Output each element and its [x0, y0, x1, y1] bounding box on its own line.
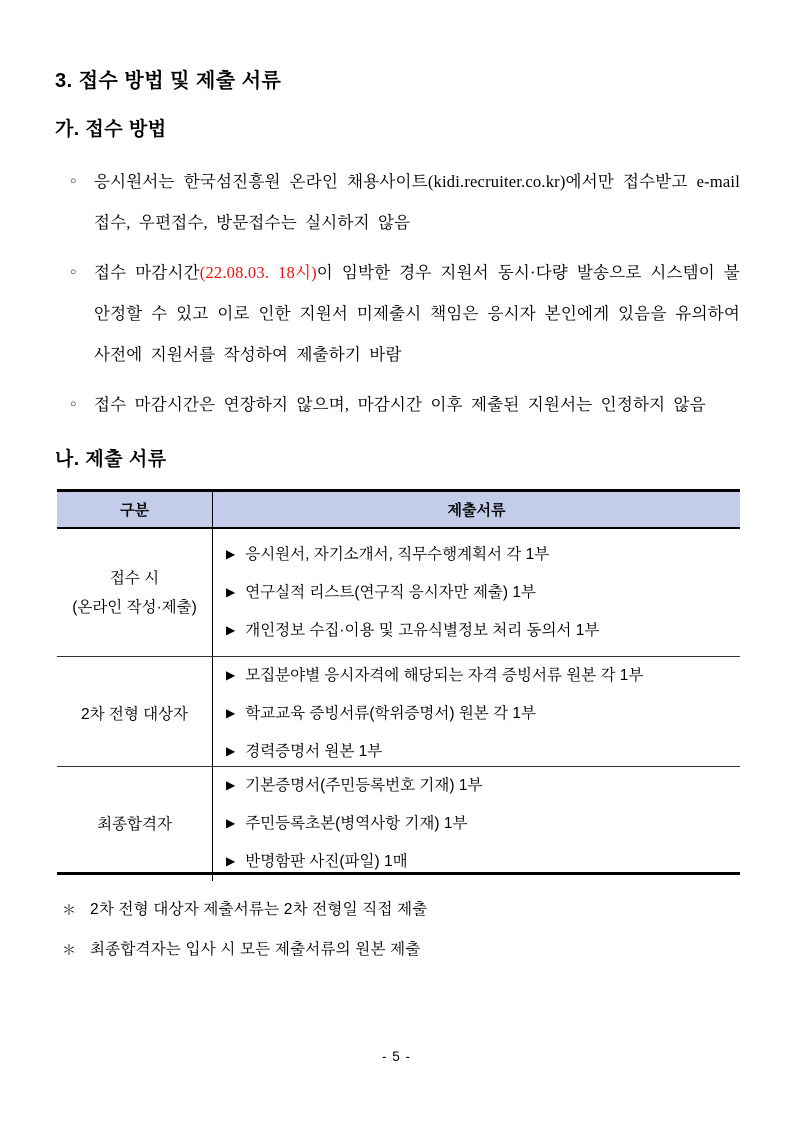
- document-item: [226, 733, 740, 771]
- circle-bullet-icon: ○: [70, 266, 77, 278]
- asterisk-icon: ＊: [62, 902, 77, 918]
- subsection-b-title: 나. 제출 서류: [55, 449, 167, 470]
- bullet-text-pre: 접수 마감시간: [94, 263, 200, 282]
- page-number: - 5 -: [381, 1049, 411, 1064]
- document-item: [226, 843, 740, 881]
- bullet-text-post: 이 임박한 경우 지원서 동시·다량 발송으로 시스템이 불안정할 수 있고 이로 인한 지원서 미제출시 책임은 응시자 본인에게 있음을 유의하여 사전에 지원서를 작성하여 제출하기 바람: [94, 263, 740, 364]
- category-line: 접수 시: [109, 569, 160, 587]
- list-item: [55, 161, 740, 243]
- triangle-bullet-icon: ▶: [226, 816, 236, 830]
- table-header-category: 구분: [57, 492, 213, 527]
- document-item: [226, 536, 740, 574]
- application-method-list: [55, 161, 740, 425]
- documents-cell: [213, 657, 740, 771]
- triangle-bullet-icon: ▶: [226, 622, 236, 637]
- triangle-bullet-icon: ▶: [226, 546, 236, 561]
- bullet-text: 응시원서는 한국섬진흥원 온라인 채용사이트(kidi.recruiter.co.kr)에서만 접수받고 e-mail접수, 우편접수, 방문접수는 실시하지 않음: [94, 172, 740, 232]
- document-item: [226, 612, 740, 650]
- document-item-text: 모집분야별 응시자격에 해당되는 자격 증빙서류 원본 각 1부: [245, 667, 644, 684]
- category-line: (온라인 작성·제출): [72, 598, 197, 616]
- footnote-line: [55, 930, 740, 970]
- document-item: [226, 574, 740, 612]
- document-item: [226, 767, 740, 805]
- asterisk-icon: ＊: [62, 942, 77, 958]
- footnote-text: 최종합격자는 입사 시 모든 제출서류의 원본 제출: [90, 941, 421, 958]
- list-item: [55, 384, 740, 425]
- table-row: [57, 656, 740, 766]
- circle-bullet-icon: ○: [70, 398, 77, 410]
- table-row: [57, 529, 740, 656]
- triangle-bullet-icon: ▶: [226, 706, 236, 720]
- document-item-text: 연구실적 리스트(연구직 응시자만 제출) 1부: [245, 583, 536, 601]
- documents-cell: [213, 529, 740, 656]
- table-header-row: [57, 492, 740, 529]
- triangle-bullet-icon: ▶: [226, 744, 236, 758]
- category-cell: [57, 529, 213, 656]
- document-item-text: 개인정보 수집·이용 및 고유식별정보 처리 동의서 1부: [245, 621, 600, 639]
- circle-bullet-icon: ○: [70, 175, 77, 187]
- triangle-bullet-icon: ▶: [226, 854, 236, 868]
- documents-cell: [213, 767, 740, 881]
- footnote-text: 2차 전형 대상자 제출서류는 2차 전형일 직접 제출: [90, 901, 428, 918]
- triangle-bullet-icon: ▶: [226, 584, 236, 599]
- bullet-text: [94, 252, 740, 375]
- section-heading: 3. 접수 방법 및 제출 서류: [55, 70, 282, 92]
- document-item-text: 응시원서, 자기소개서, 직무수행계획서 각 1부: [245, 545, 550, 563]
- deadline-highlight: (22.08.03. 18시): [199, 263, 317, 282]
- bullet-text: 접수 마감시간은 연장하지 않으며, 마감시간 이후 제출된 지원서는 인정하지 않음: [94, 395, 706, 414]
- footnotes: [55, 890, 740, 970]
- footnote-line: [55, 890, 740, 930]
- document-item-text: 기본증명서(주민등록번호 기재) 1부: [245, 777, 483, 794]
- document-item: [226, 657, 740, 695]
- triangle-bullet-icon: ▶: [226, 668, 236, 682]
- table-row: [57, 766, 740, 872]
- category-line: 최종합격자: [97, 815, 172, 833]
- table-header-documents: 제출서류: [447, 502, 506, 519]
- subsection-a-title: 가. 접수 방법: [55, 119, 167, 140]
- document-item-text: 학교교육 증빙서류(학위증명서) 원본 각 1부: [245, 705, 536, 722]
- document-item-text: 주민등록초본(병역사항 기재) 1부: [245, 815, 468, 832]
- category-cell: [57, 767, 213, 881]
- submission-documents-table: [57, 489, 740, 875]
- document-item-text: 경력증명서 원본 1부: [245, 743, 383, 760]
- document-item: [226, 805, 740, 843]
- document-item: [226, 695, 740, 733]
- list-item: [55, 252, 740, 375]
- category-cell: [57, 657, 213, 771]
- document-item-text: 반명함판 사진(파일) 1매: [245, 853, 408, 870]
- category-line: 2차 전형 대상자: [80, 705, 189, 723]
- triangle-bullet-icon: ▶: [226, 778, 236, 792]
